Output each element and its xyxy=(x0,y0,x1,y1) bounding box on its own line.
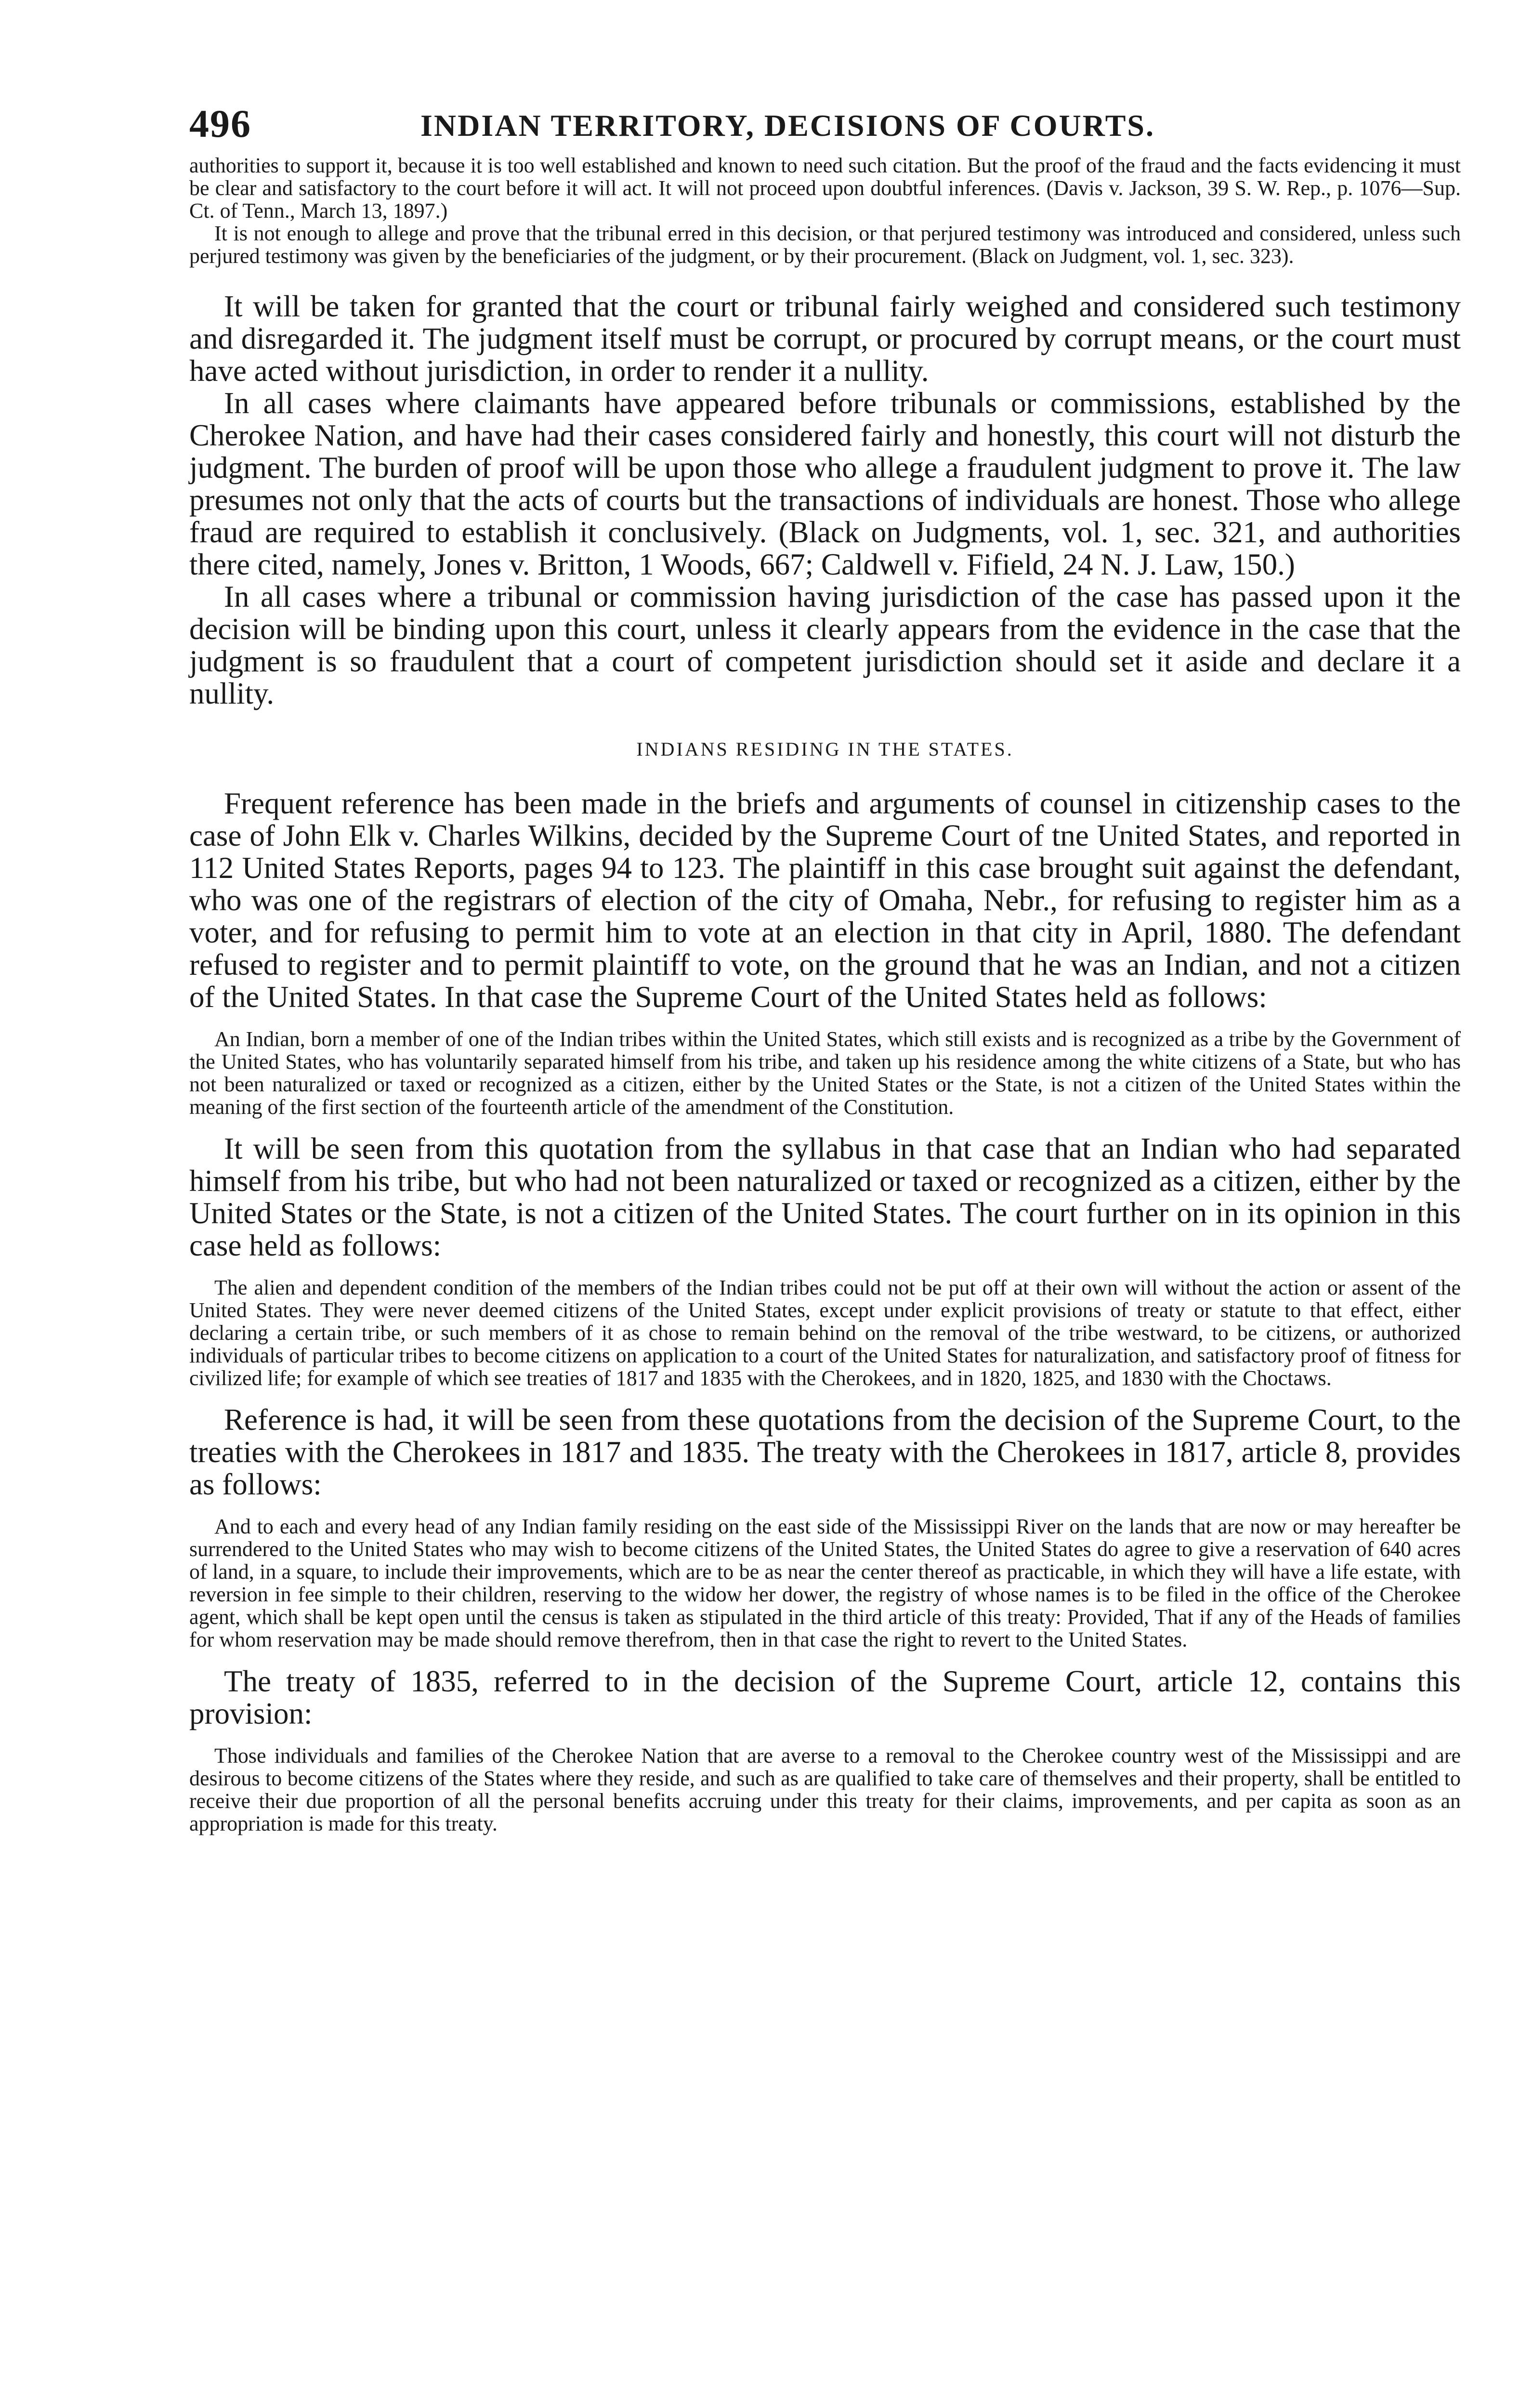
document-page xyxy=(189,96,1461,1835)
paragraph: In all cases where claimants have appeared before tribunals or commissions, established by the Cherokee Nation, and have had their cases considered fairly and honestly, this court will not disturb the judgment. The burden of proof will be upon those who allege a fraudulent judgment to prove it. The law presumes not only that the acts of courts but the transactions of individuals are honest. Those who allege fraud are required to establish it conclusively. (Black on Judgments, vol. 1, sec. 321, and authorities there cited, namely, Jones v. Britton, 1 Woods, 667; Caldwell v. Fifield, 24 N. J. Law, 150.) xyxy=(189,386,1461,581)
body-text xyxy=(189,1404,1461,1501)
quote-paragraph: The alien and dependent condition of the members of the Indian tribes could not be put off at their own will without the action or assent of the United States. They were never deemed citizens of the United States, except under explicit provisions of treaty or statute to that effect, either declaring a certain tribe, or such members of it as chose to remain behind on the removal of the tribe westward, to be citizens, or authorized individuals of particular tribes to become citizens on application to a court of the United States for naturalization, and satisfactory proof of fitness for civilized life; for example of which see treaties of 1817 and 1835 with the Cherokees, and in 1820, 1825, and 1830 with the Choctaws. xyxy=(189,1276,1461,1390)
running-title: INDIAN TERRITORY, DECISIONS OF COURTS. xyxy=(420,108,1155,143)
block-quote xyxy=(189,1028,1461,1118)
block-quote xyxy=(189,1276,1461,1389)
body-text xyxy=(189,787,1461,1013)
paragraph: It is not enough to allege and prove that the tribunal erred in this decision, or that perjured testimony was introduced and considered, unless such perjured testimony was given by the beneficiaries of the judgment, or by their procurement. (Black on Judgment, vol. 1, sec. 323). xyxy=(189,222,1461,268)
page-number: 496 xyxy=(189,102,251,145)
paragraph: It will be taken for granted that the court or tribunal fairly weighed and considered such testimony and disregarded it. The judgment itself must be corrupt, or procured by corrupt means, or the court must have acted without jurisdiction, in order to render it a nullity. xyxy=(189,289,1461,388)
block-quote xyxy=(189,1744,1461,1835)
paragraph: The treaty of 1835, referred to in the decision of the Supreme Court, article 12, contains this provision: xyxy=(189,1664,1461,1730)
footnote-block xyxy=(189,154,1461,267)
section-heading: INDIANS RESIDING IN THE STATES. xyxy=(636,738,1014,760)
quote-paragraph: And to each and every head of any Indian family residing on the east side of the Mississippi River on the lands that are now or may hereafter be surrendered to the United States who may wish to become citizens of the United States, the United States do agree to give a reservation of 640 acres of land, in a square, to include their improvements, which are to be as near the center thereof as practicable, in which they will have a life estate, with reversion in fee simple to their children, reserving to the widow her dower, the registry of whose names is to be filed in the office of the Cherokee agent, which shall be kept open until the census is taken as stipulated in the third article of this treaty: Provided, That if any of the Heads of families for whom reservation may be made should remove therefrom, then in that case the right to revert to the United States. xyxy=(189,1515,1461,1651)
paragraph: Frequent reference has been made in the briefs and arguments of counsel in citizenship cases to the case of John Elk v. Charles Wilkins, decided by the Supreme Court of tne United States, and reported in 112 United States Reports, pages 94 to 123. The plaintiff in this case brought suit against the defendant, who was one of the registrars of election of the city of Omaha, Nebr., for refusing to register him as a voter, and for refusing to permit him to vote at an election in that city in April, 1880. The defendant refused to register and to permit plaintiff to vote, on the ground that he was an Indian, and not a citizen of the United States. In that case the Supreme Court of the United States held as follows: xyxy=(189,786,1461,1014)
body-text xyxy=(189,1665,1461,1730)
page-header xyxy=(189,96,1461,154)
paragraph: authorities to support it, because it is too well established and known to need such citation. But the proof of the fraud and the facts evidencing it must be clear and satisfactory to the court before it will act. It will not proceed upon doubtful inferences. (Davis v. Jackson, 39 S. W. Rep., p. 1076—Sup. Ct. of Tenn., March 13, 1897.) xyxy=(189,154,1461,222)
quote-paragraph: Those individuals and families of the Cherokee Nation that are averse to a removal to the Cherokee country west of the Mississippi and are desirous to become citizens of the States where they reside, and such as are qualified to take care of themselves and their property, shall be entitled to receive their due proportion of all the personal benefits accruing under this treaty for their claims, improvements, and per capita as soon as an appropriation is made for this treaty. xyxy=(189,1744,1461,1835)
paragraph: In all cases where a tribunal or commission having jurisdiction of the case has passed upon it the decision will be binding upon this court, unless it clearly appears from the evidence in the case that the judgment is so fraudulent that a court of competent jurisdiction should set it aside and declare it a nullity. xyxy=(189,580,1461,710)
body-text xyxy=(189,290,1461,710)
paragraph: Reference is had, it will be seen from these quotations from the decision of the Supreme Court, to the treaties with the Cherokees in 1817 and 1835. The treaty with the Cherokees in 1817, article 8, provides as follows: xyxy=(189,1403,1461,1501)
quote-paragraph: An Indian, born a member of one of the Indian tribes within the United States, which still exists and is recognized as a tribe by the Government of the United States, who has voluntarily separated himself from his tribe, and taken up his residence among the white citizens of a State, but who has not been naturalized or taxed or recognized as a citizen, either by the United States or the State, is not a citizen of the United States within the meaning of the first section of the fourteenth article of the amendment of the Constitution. xyxy=(189,1027,1461,1119)
block-quote xyxy=(189,1515,1461,1651)
paragraph: It will be seen from this quotation from the syllabus in that case that an Indian who had separated himself from his tribe, but who had not been naturalized or taxed or recognized as a citizen, either by the United States or the State, is not a citizen of the United States. The court further on in its opinion in this case held as follows: xyxy=(189,1132,1461,1262)
body-text xyxy=(189,1133,1461,1262)
